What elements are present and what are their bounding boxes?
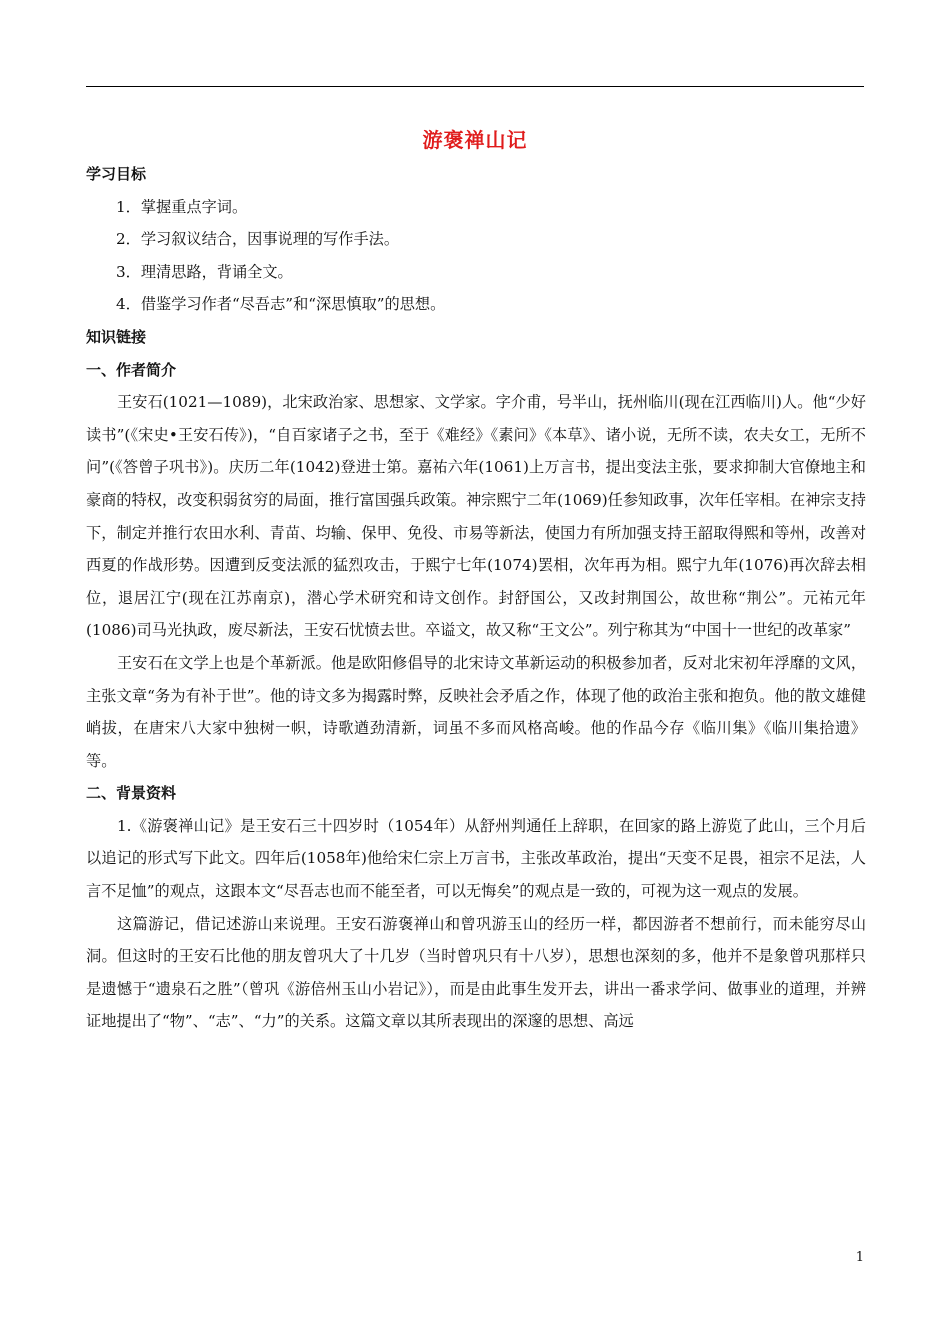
background-paragraph: 这篇游记，借记述游山来说理。王安石游褒禅山和曾巩游玉山的经历一样，都因游者不想前行，而未能穷尽山洞。但这时的王安石比他的朋友曾巩大了十几岁（当时曾巩只有十八岁），思想也深刻的多，他并不是象曾巩那样只是遗憾于“遗泉石之胜”（曾巩《游倍州玉山小岩记》），而是由此事生发开去，讲出一番求学问、做事业的道理，并辨证地提出了“物”、“志”、“力”的关系。这篇文章以其所表现出的深邃的思想、高远 <box>86 914 866 1031</box>
goals-heading: 学习目标 <box>86 165 147 183</box>
document-title: 游褒禅山记 <box>422 128 528 152</box>
document-body <box>86 158 866 1038</box>
knowledge-heading: 知识链接 <box>86 327 147 346</box>
background-paragraph: 1.《游褒禅山记》是王安石三十四岁时（1054年）从舒州判通任上辞职，在回家的路上游览了此山，三个月后以追记的形式写下此文。四年后(1058年)他给宋仁宗上万言书，主张改革政治，提出“天变不足畏，祖宗不足法，人言不足恤”的观点，这跟本文“尽吾志也而不能至者，可以无悔矣”的观点是一致的，可视为这一观点的发展。 <box>86 816 866 901</box>
header-rule <box>86 86 864 87</box>
goal-item: 2．学习叙议结合，因事说理的写作手法。 <box>116 230 400 249</box>
background-heading: 二、背景资料 <box>86 784 177 803</box>
goal-item: 3．理清思路，背诵全文。 <box>116 262 293 281</box>
author-paragraph: 王安石(1021—1089)，北宋政治家、思想家、文学家。字介甫，号半山，抚州临川(现在江西临川)人。他“少好读书”(《宋史•王安石传》)，“自百家诸子之书，至于《难经》《素问》《本草》、诸小说，无所不读，农夫女工，无所不问”(《答曾子巩书》)。庆历二年(1042)登进士第。嘉祐六年(1061)上万言书，提出变法主张，要求抑制大官僚地主和豪商的特权，改变积弱贫穷的局面，推行富国强兵政策。神宗熙宁二年(1069)任参知政事，次年任宰相。在神宗支持下，制定并推行农田水利、青苗、均输、保甲、免役、市易等新法，使国力有所加强支持王韶取得熙和等州，改善对西夏的作战形势。因遭到反变法派的猛烈攻击，于熙宁七年(1074)罢相，次年再为相。熙宁九年(1076)再次辞去相位，退居江宁(现在江苏南京)，潜心学术研究和诗文创作。封舒国公，又改封荆国公，故世称“荆公”。元祐元年(1086)司马光执政，废尽新法，王安石忧愤去世。卒谥文，故又称“王文公”。列宁称其为“中国十一世纪的改革家” <box>86 393 866 640</box>
author-heading: 一、作者简介 <box>86 360 177 379</box>
goal-item: 1．掌握重点字词。 <box>116 197 248 216</box>
goal-item: 4．借鉴学习作者“尽吾志”和“深思慎取”的思想。 <box>116 295 446 314</box>
page-number: 1 <box>855 1250 864 1265</box>
author-paragraph: 王安石在文学上也是个革新派。他是欧阳修倡导的北宋诗文革新运动的积极参加者，反对北宋初年浮靡的文风，主张文章“务为有补于世”。他的诗文多为揭露时弊，反映社会矛盾之作，体现了他的政治主张和抱负。他的散文雄健峭拔，在唐宋八大家中独树一帜，诗歌遒劲清新，词虽不多而风格高峻。他的作品今存《临川集》《临川集拾遗》等。 <box>86 653 866 770</box>
